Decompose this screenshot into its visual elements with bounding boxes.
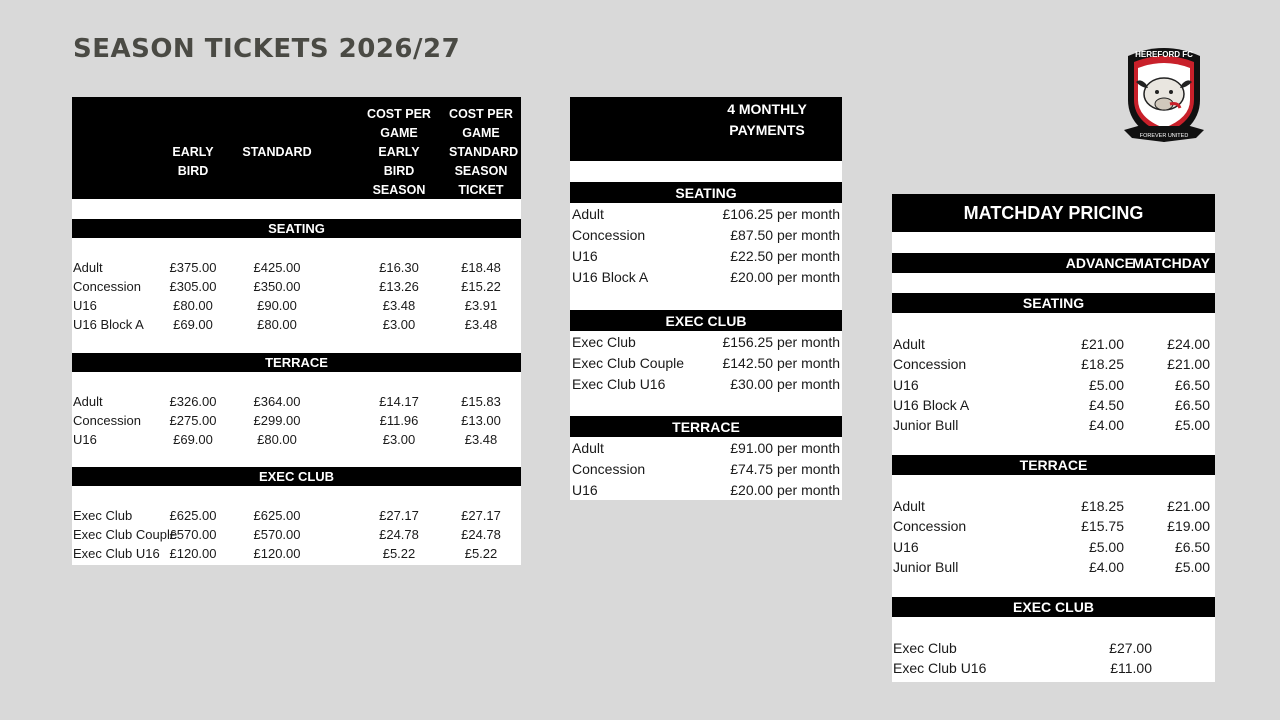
price-cell: £13.00 bbox=[461, 413, 501, 428]
logo-bottom-text: FOREVER UNITED bbox=[1139, 133, 1189, 139]
price-cell: £3.00 bbox=[382, 317, 416, 332]
price-cell: £27.00 bbox=[1109, 640, 1152, 656]
price-cell: £18.25 bbox=[1081, 356, 1124, 373]
price-cell: £15.83 bbox=[461, 394, 501, 409]
price-cell: £21.00 bbox=[1167, 356, 1210, 373]
table-row bbox=[570, 332, 842, 353]
price-cell: £350.00 bbox=[253, 279, 301, 294]
price-cell: £21.00 bbox=[1081, 336, 1124, 352]
price-cell: £80.00 bbox=[257, 317, 297, 332]
price-cell: £5.22 bbox=[382, 546, 416, 561]
price-cell: £5.22 bbox=[464, 546, 498, 561]
price-cell: £27.17 bbox=[461, 508, 501, 523]
table-row bbox=[72, 392, 521, 411]
season-table-header bbox=[72, 97, 521, 216]
price-cell: £305.00 bbox=[169, 279, 217, 294]
price-cell: £11.96 bbox=[379, 413, 419, 428]
table-row bbox=[72, 525, 521, 544]
row-label: Exec Club Couple bbox=[73, 527, 178, 542]
price-cell: £625.00 bbox=[253, 508, 301, 523]
price-cell: £24.78 bbox=[461, 527, 501, 542]
table-row bbox=[72, 315, 521, 334]
price-cell: £6.50 bbox=[1174, 376, 1210, 393]
price-cell: £4.00 bbox=[1088, 558, 1124, 575]
table-row bbox=[892, 557, 1215, 577]
matchday-title: MATCHDAY PRICING bbox=[892, 194, 1215, 232]
price-cell: £3.48 bbox=[382, 298, 416, 313]
row-label: Concession bbox=[893, 518, 967, 535]
price-cell: £27.17 bbox=[379, 508, 419, 523]
row-label: Concession bbox=[73, 279, 141, 294]
monthly-amount: £142.50 per month bbox=[722, 355, 840, 371]
hereford-fc-crest-icon bbox=[1118, 38, 1210, 148]
row-label: Concession bbox=[572, 227, 646, 243]
price-cell: £80.00 bbox=[257, 432, 297, 447]
price-cell: £3.91 bbox=[464, 298, 498, 313]
logo-top-text: HEREFORD FC bbox=[1135, 50, 1193, 59]
row-label: Exec Club Couple bbox=[572, 355, 685, 371]
price-cell: £5.00 bbox=[1088, 376, 1124, 393]
price-cell: £570.00 bbox=[169, 527, 217, 542]
price-cell: £15.22 bbox=[461, 279, 501, 294]
price-cell: £21.00 bbox=[1167, 498, 1210, 514]
table-row bbox=[72, 258, 521, 277]
row-label: U16 Block A bbox=[893, 396, 970, 413]
table-row bbox=[892, 415, 1215, 435]
table-row bbox=[72, 411, 521, 430]
section-header-seating: SEATING bbox=[892, 293, 1215, 313]
monthly-amount: £20.00 per month bbox=[730, 269, 840, 285]
table-row bbox=[892, 354, 1215, 374]
price-cell: £13.26 bbox=[379, 279, 419, 294]
section-header-exec-club: EXEC CLUB bbox=[570, 310, 842, 331]
price-cell: £24.78 bbox=[379, 527, 419, 542]
table-row bbox=[570, 204, 842, 225]
header-matchday: MATCHDAY bbox=[1132, 255, 1210, 271]
monthly-table-header bbox=[570, 97, 842, 161]
row-label: Concession bbox=[572, 461, 646, 477]
row-label: Exec Club bbox=[893, 640, 957, 656]
table-row bbox=[892, 638, 1215, 658]
price-cell: £14.17 bbox=[379, 394, 419, 409]
section-header-seating: SEATING bbox=[570, 182, 842, 203]
monthly-amount: £30.00 per month bbox=[730, 376, 840, 392]
table-row bbox=[72, 430, 521, 449]
table-row bbox=[570, 225, 842, 246]
table-row bbox=[570, 353, 842, 374]
price-cell: £425.00 bbox=[253, 260, 301, 275]
monthly-payments-table bbox=[570, 97, 842, 500]
header-cost-per-game-standard: COST PER GAME STANDARD SEASON TICKET bbox=[449, 107, 519, 197]
row-label: Concession bbox=[893, 356, 967, 373]
price-cell: £4.50 bbox=[1088, 396, 1124, 413]
price-cell: £18.25 bbox=[1081, 498, 1124, 514]
season-ticket-table bbox=[72, 97, 521, 565]
price-cell: £90.00 bbox=[257, 298, 297, 313]
section-header-terrace: TERRACE bbox=[72, 353, 521, 372]
price-cell: £3.00 bbox=[382, 432, 416, 447]
page-title: SEASON TICKETS 2026/27 bbox=[73, 34, 461, 64]
row-label: U16 bbox=[572, 248, 598, 264]
row-label: Adult bbox=[73, 260, 103, 275]
monthly-amount: £156.25 per month bbox=[722, 334, 840, 350]
row-label: U16 Block A bbox=[572, 269, 649, 285]
price-cell: £3.48 bbox=[464, 317, 498, 332]
price-cell: £3.48 bbox=[464, 432, 498, 447]
table-row bbox=[570, 267, 842, 288]
header-cost-per-game-early-bird: COST PER GAME EARLY BIRD SEASON TICKET bbox=[367, 107, 431, 216]
price-cell: £120.00 bbox=[253, 546, 301, 561]
header-standard: STANDARD bbox=[242, 145, 312, 159]
table-row bbox=[892, 516, 1215, 536]
price-cell: £69.00 bbox=[173, 432, 213, 447]
table-row bbox=[570, 438, 842, 459]
header-advance: ADVANCE bbox=[1065, 255, 1134, 271]
table-row bbox=[72, 544, 521, 563]
row-label: U16 bbox=[73, 298, 97, 313]
price-cell: £4.00 bbox=[1088, 417, 1124, 434]
section-header-exec-club: EXEC CLUB bbox=[72, 467, 521, 486]
row-label: Exec Club bbox=[572, 334, 636, 350]
price-cell: £18.48 bbox=[461, 260, 501, 275]
price-cell: £80.00 bbox=[173, 298, 213, 313]
matchday-column-header bbox=[892, 253, 1215, 273]
row-label: Adult bbox=[73, 394, 103, 409]
table-row bbox=[892, 375, 1215, 395]
row-label: Exec Club U16 bbox=[572, 376, 666, 392]
row-label: U16 bbox=[73, 432, 97, 447]
price-cell: £5.00 bbox=[1174, 558, 1210, 575]
row-label: Adult bbox=[572, 206, 604, 222]
section-header-terrace: TERRACE bbox=[892, 455, 1215, 475]
row-label: Adult bbox=[893, 336, 925, 352]
price-cell: £364.00 bbox=[253, 394, 301, 409]
price-cell: £375.00 bbox=[169, 260, 217, 275]
matchday-pricing-table bbox=[892, 194, 1215, 682]
price-cell: £6.50 bbox=[1174, 538, 1210, 555]
table-row bbox=[892, 537, 1215, 557]
row-label: U16 bbox=[572, 482, 598, 498]
monthly-amount: £87.50 per month bbox=[730, 227, 840, 243]
header-4-monthly-payments: 4 MONTHLY PAYMENTS bbox=[727, 101, 807, 138]
table-row bbox=[570, 459, 842, 480]
row-label: Exec Club bbox=[73, 508, 133, 523]
table-row bbox=[570, 246, 842, 267]
monthly-amount: £74.75 per month bbox=[730, 461, 840, 477]
price-cell: £275.00 bbox=[169, 413, 217, 428]
table-row bbox=[72, 296, 521, 315]
row-label: U16 Block A bbox=[73, 317, 144, 332]
row-label: Adult bbox=[893, 498, 925, 514]
table-row bbox=[892, 658, 1215, 678]
table-row bbox=[892, 395, 1215, 415]
table-row bbox=[892, 496, 1215, 516]
section-header-exec-club: EXEC CLUB bbox=[892, 597, 1215, 617]
price-cell: £11.00 bbox=[1110, 660, 1152, 677]
section-header-seating: SEATING bbox=[72, 219, 521, 238]
table-row bbox=[570, 480, 842, 501]
row-label: Concession bbox=[73, 413, 141, 428]
row-label: Exec Club U16 bbox=[893, 660, 987, 677]
price-cell: £5.00 bbox=[1088, 538, 1124, 555]
row-label: Exec Club U16 bbox=[73, 546, 160, 561]
row-label: Junior Bull bbox=[893, 558, 959, 575]
monthly-amount: £22.50 per month bbox=[730, 248, 840, 264]
monthly-amount: £106.25 per month bbox=[722, 206, 840, 222]
price-cell: £625.00 bbox=[169, 508, 217, 523]
price-cell: £6.50 bbox=[1174, 396, 1210, 413]
row-label: U16 bbox=[893, 538, 919, 555]
monthly-amount: £20.00 per month bbox=[730, 482, 840, 498]
price-cell: £16.30 bbox=[379, 260, 419, 275]
row-label: U16 bbox=[893, 376, 919, 393]
table-row bbox=[892, 334, 1215, 354]
price-cell: £120.00 bbox=[169, 546, 217, 561]
header-early-bird: EARLY BIRD bbox=[172, 145, 214, 178]
price-cell: £19.00 bbox=[1167, 518, 1210, 535]
price-cell: £299.00 bbox=[253, 413, 301, 428]
table-row bbox=[72, 277, 521, 296]
price-cell: £570.00 bbox=[253, 527, 301, 542]
price-cell: £24.00 bbox=[1167, 336, 1210, 352]
price-cell: £326.00 bbox=[169, 394, 217, 409]
price-cell: £5.00 bbox=[1174, 417, 1210, 434]
monthly-amount: £91.00 per month bbox=[730, 440, 840, 456]
section-header-terrace: TERRACE bbox=[570, 416, 842, 437]
price-cell: £15.75 bbox=[1081, 518, 1124, 535]
row-label: Adult bbox=[572, 440, 604, 456]
table-row bbox=[570, 374, 842, 395]
table-row bbox=[72, 506, 521, 525]
price-cell: £69.00 bbox=[173, 317, 213, 332]
row-label: Junior Bull bbox=[893, 417, 959, 434]
